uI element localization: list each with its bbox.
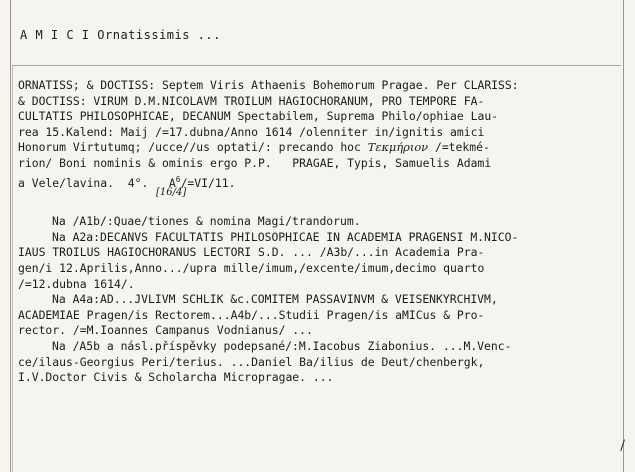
note-line-9: Na /A5b a násl.příspěvky podepsané/:M.Iacobus Ziabonius. ...M.Venc- [52,338,512,353]
header-divider [12,65,621,66]
card-header [20,28,221,42]
note-line-4: gen/i 12.Aprilis,Anno.../upra mille/imum,/excente/imum,decimo quarto [18,260,485,275]
card-body [18,78,613,386]
entry-line-1: ORNATISS; & DOCTISS: Septem Viris Athaenis Bohemorum Pragae. Per CLARISS: [18,78,519,92]
note-line-7: ACADEMIAE Pragen/is Rectorem...A4b/...Studii Pragen/is aMICus & Pro- [18,307,485,322]
greek-translit: /=tekmé- [428,140,490,155]
entry-line-5 [18,140,613,156]
format-superscript: 6 [175,174,181,184]
note-line-1: Na /A1b/:Quae/tiones & nomina Magi/trandorum. [52,214,361,229]
note-line-5: /=12.dubna 1614/. [18,276,135,291]
note-line-3: IAUS TROILUS HAGIOCHORANUS LECTORI S.D. ... /A3b/...in Academia Pra- [18,245,485,260]
margin-note: [16/4] [156,187,187,199]
header-subtitle: Ornatissimis ... [97,28,221,42]
entry-line-3: CULTATIS PHILOSOPHICAE, DECANUM Spectabilem, Suprema Philo/ophiae Lau- [18,109,499,124]
entry-line-6: rion/ Boni nominis & ominis ergo P.P. PRAGAE, Typis, Samuelis Adami [18,155,492,170]
note-line-11: I.V.Doctor Civis & Scholarcha Micropragae. ... [18,370,334,385]
margin-rule [12,65,13,472]
note-line-6: Na A4a:AD...JVLIVM SCHLIK &c.COMITEM PASSAVINVM & VEISENKYRCHIVM, [52,292,498,307]
entry-line-4: rea 15.Kalend: Maij /=17.dubna/Anno 1614 /olenniter in/ignitis amici [18,124,485,139]
entry-line-7 [18,172,613,188]
corner-mark: / [620,438,625,454]
note-line-10: ce/ilaus-Georgius Peri/terius. ...Daniel Ba/ilius de Deut/chenbergk, [18,354,485,369]
header-title: A M I C I [20,28,90,42]
card-edge-left [2,0,11,472]
entry-line-2: & DOCTISS: VIRUM D.M.NICOLAVM TROILUM HAGIOCHORANUM, PRO TEMPORE FA- [18,93,485,108]
greek-word: Τεκμήριον [367,140,429,155]
note-line-2: Na A2a:DECANVS FACULTATIS PHILOSOPHICAE IN ACADEMIA PRAGENSI M.NICO- [52,229,519,244]
format-tail: /=VI/11. [180,175,236,190]
entry-line-5-text: Honorum Virtutumq; /ucce//us optati/: precando hoc [18,140,361,155]
note-line-8: rector. /=M.Ioannes Campanus Vodnianus/ ... [18,323,313,338]
entry-line-7-text: a Vele/lavina. 4°. A [18,175,176,190]
card-edge-right [623,0,632,472]
